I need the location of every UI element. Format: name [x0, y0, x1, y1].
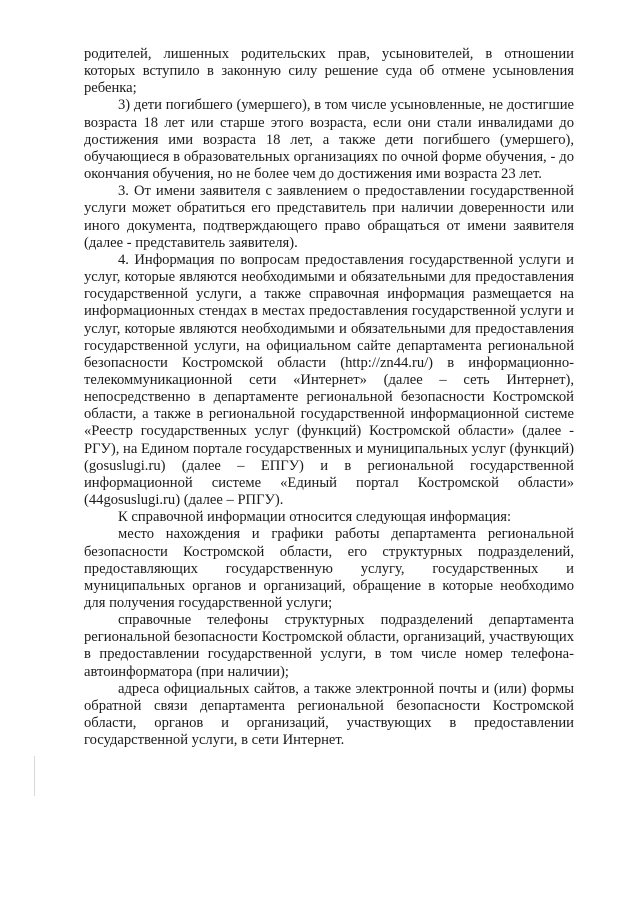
paragraph-children-of-deceased: 3) дети погибшего (умершего), в том числе усыновленные, не достигшие возраста 18 лет или старше этого возраста, если они стали инвалидами до достижения ими возраста 18 лет, а также дети погибшего (умершего), обучающиеся в образовательных организациях по очной форме обучения, - до окончания обучения, но не более чем до достижения ими возраста 23 лет. [84, 97, 574, 183]
paragraph-information-sources: 4. Информация по вопросам предоставления государственной услуги и услуг, которые являются необходимыми и обязательными для предоставления государственной услуги, а также справочная информация размещается на информационных стендах в местах предоставления государственной услуги и услуг, которые являются необходимыми и обязательными для предоставления государственной услуги, на официальном сайте департамента региональной безопасности Костромской области (http://zn44.ru/) в информационно-телекоммуникационной сети «Интернет» (далее – сеть Интернет), непосредственно в департаменте региональной безопасности Костромской области, а также в региональной государственной информационной системе «Реестр государственных услуг (функций) Костромской области» (далее - РГУ), на Едином портале государственных и муниципальных услуг (функций) (gosuslugi.ru) (далее – ЕПГУ) и в региональной государственной информационной системе «Единый портал Костромской области» (44gosuslugi.ru) (далее – РПГУ). [84, 251, 574, 509]
paragraph-representative: 3. От имени заявителя с заявлением о предоставлении государственной услуги может обратиться его представитель при наличии доверенности или иного документа, подтверждающего право обращаться от имени заявителя (далее - представитель заявителя). [84, 183, 574, 251]
paragraph-parents-rights: родителей, лишенных родительских прав, усыновителей, в отношении которых вступило в законную силу решение суда об отмене усыновления ребенка; [84, 46, 574, 97]
paragraph-phone-numbers: справочные телефоны структурных подразделений департамента региональной безопасности Костромской области, организаций, участвующих в предоставлении государственной услуги, в том числе номер телефона-автоинформатора (при наличии); [84, 612, 574, 680]
paragraph-websites-email: адреса официальных сайтов, а также электронной почты и (или) формы обратной связи департамента региональной безопасности Костромской области, органов и организаций, участвующих в предоставлении государственной услуги, в сети Интернет. [84, 680, 574, 749]
scan-margin-mark [34, 756, 35, 796]
paragraph-reference-info-intro: К справочной информации относится следующая информация: [118, 509, 512, 526]
document-body [84, 46, 574, 749]
paragraph-location-schedule: место нахождения и графики работы департамента региональной безопасности Костромской области, его структурных подразделений, предоставляющих государственную услугу, государственных и муниципальных органов и организаций, обращение в которые необходимо для получения государственной услуги; [84, 526, 574, 611]
